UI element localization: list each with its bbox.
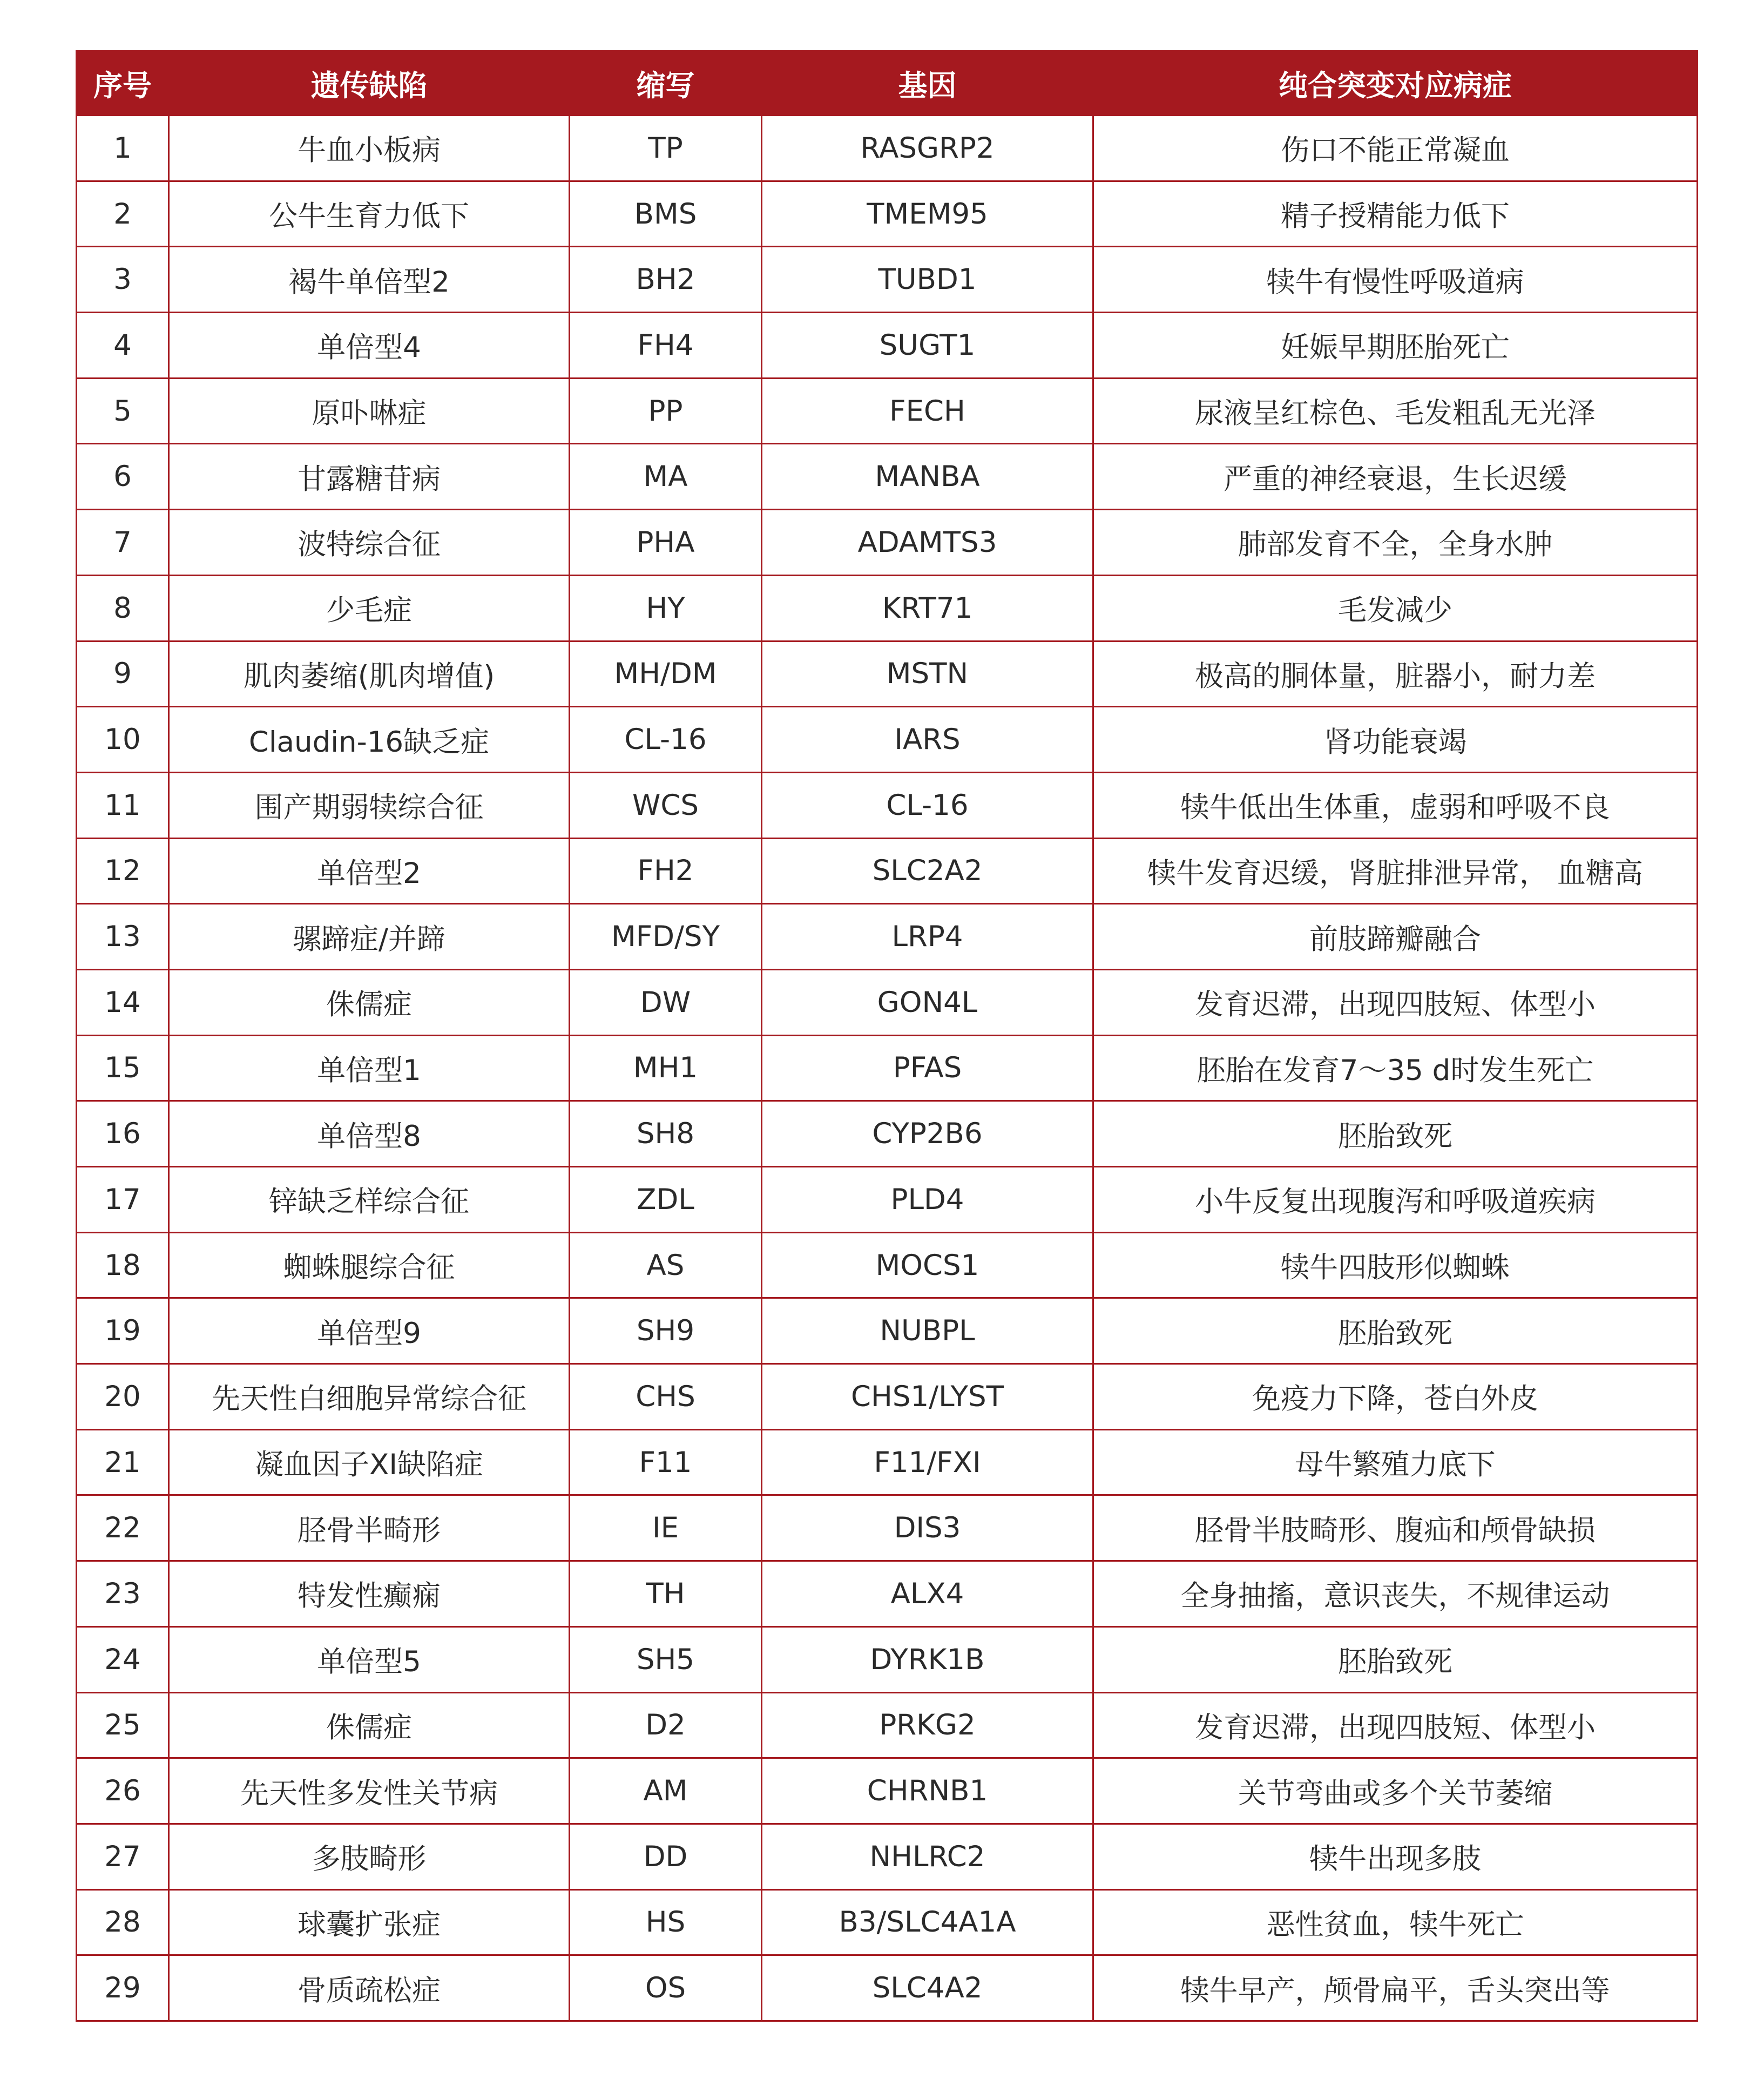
cell-gene: TMEM95: [762, 181, 1093, 247]
cell-abbreviation: CHS: [570, 1364, 762, 1430]
cell-abbreviation: BH2: [570, 247, 762, 313]
cell-defect: 甘露糖苷病: [169, 444, 570, 510]
cell-defect: 褐牛单倍型2: [169, 247, 570, 313]
cell-symptom: 肾功能衰竭: [1093, 707, 1698, 773]
cell-defect: 少毛症: [169, 575, 570, 641]
table-row: [77, 575, 1698, 641]
cell-gene: IARS: [762, 707, 1093, 773]
cell-defect: 单倍型9: [169, 1298, 570, 1364]
cell-gene: SLC2A2: [762, 838, 1093, 904]
cell-abbreviation: OS: [570, 1955, 762, 2021]
table-row: [77, 444, 1698, 510]
cell-defect: 骡蹄症/并蹄: [169, 904, 570, 970]
cell-index: 29: [77, 1955, 169, 2021]
cell-abbreviation: TP: [570, 116, 762, 181]
cell-gene: PFAS: [762, 1035, 1093, 1101]
table-header: [77, 51, 1698, 116]
cell-symptom: 犊牛出现多肢: [1093, 1824, 1698, 1889]
cell-gene: CL-16: [762, 772, 1093, 838]
cell-gene: RASGRP2: [762, 116, 1093, 181]
table-row: [77, 1626, 1698, 1692]
cell-index: 21: [77, 1429, 169, 1495]
header-gene: 基因: [762, 51, 1093, 116]
table-row: [77, 1429, 1698, 1495]
cell-gene: MOCS1: [762, 1232, 1093, 1298]
cell-defect: 骨质疏松症: [169, 1955, 570, 2021]
cell-index: 10: [77, 707, 169, 773]
cell-symptom: 极高的胴体量，脏器小，耐力差: [1093, 641, 1698, 707]
cell-index: 24: [77, 1626, 169, 1692]
cell-index: 15: [77, 1035, 169, 1101]
cell-gene: PRKG2: [762, 1692, 1093, 1758]
table-row: [77, 1101, 1698, 1167]
cell-abbreviation: MA: [570, 444, 762, 510]
table-row: [77, 1364, 1698, 1430]
cell-gene: MSTN: [762, 641, 1093, 707]
cell-index: 23: [77, 1561, 169, 1627]
cell-defect: 凝血因子XI缺陷症: [169, 1429, 570, 1495]
cell-gene: LRP4: [762, 904, 1093, 970]
cell-index: 28: [77, 1889, 169, 1955]
cell-gene: CYP2B6: [762, 1101, 1093, 1167]
cell-gene: SLC4A2: [762, 1955, 1093, 2021]
table-row: [77, 378, 1698, 444]
cell-index: 9: [77, 641, 169, 707]
header-symptom: 纯合突变对应病症: [1093, 51, 1698, 116]
cell-gene: CHRNB1: [762, 1758, 1093, 1824]
cell-defect: 多肢畸形: [169, 1824, 570, 1889]
cell-abbreviation: HS: [570, 1889, 762, 1955]
table-row: [77, 969, 1698, 1035]
cell-abbreviation: D2: [570, 1692, 762, 1758]
cell-symptom: 胚胎致死: [1093, 1298, 1698, 1364]
cell-abbreviation: MFD/SY: [570, 904, 762, 970]
table-row: [77, 1035, 1698, 1101]
table-row: [77, 1955, 1698, 2021]
cell-symptom: 免疫力下降，苍白外皮: [1093, 1364, 1698, 1430]
cell-index: 8: [77, 575, 169, 641]
cell-abbreviation: BMS: [570, 181, 762, 247]
table-row: [77, 116, 1698, 181]
genetic-defects-table: [76, 50, 1698, 2022]
cell-abbreviation: AS: [570, 1232, 762, 1298]
cell-symptom: 伤口不能正常凝血: [1093, 116, 1698, 181]
cell-symptom: 犊牛早产，颅骨扁平，舌头突出等: [1093, 1955, 1698, 2021]
cell-index: 4: [77, 313, 169, 379]
cell-index: 26: [77, 1758, 169, 1824]
cell-abbreviation: PHA: [570, 510, 762, 576]
cell-symptom: 母牛繁殖力底下: [1093, 1429, 1698, 1495]
table-row: [77, 772, 1698, 838]
cell-symptom: 胫骨半肢畸形、腹疝和颅骨缺损: [1093, 1495, 1698, 1561]
cell-symptom: 犊牛四肢形似蜘蛛: [1093, 1232, 1698, 1298]
cell-index: 27: [77, 1824, 169, 1889]
table-row: [77, 1824, 1698, 1889]
table-row: [77, 838, 1698, 904]
cell-symptom: 胚胎致死: [1093, 1626, 1698, 1692]
cell-abbreviation: MH1: [570, 1035, 762, 1101]
cell-abbreviation: PP: [570, 378, 762, 444]
cell-defect: 球囊扩张症: [169, 1889, 570, 1955]
cell-index: 19: [77, 1298, 169, 1364]
table-row: [77, 313, 1698, 379]
cell-abbreviation: MH/DM: [570, 641, 762, 707]
cell-defect: 胫骨半畸形: [169, 1495, 570, 1561]
cell-symptom: 恶性贫血，犊牛死亡: [1093, 1889, 1698, 1955]
table-row: [77, 1561, 1698, 1627]
cell-index: 1: [77, 116, 169, 181]
cell-defect: 锌缺乏样综合征: [169, 1167, 570, 1233]
cell-gene: F11/FXI: [762, 1429, 1093, 1495]
cell-defect: 先天性多发性关节病: [169, 1758, 570, 1824]
cell-symptom: 毛发减少: [1093, 575, 1698, 641]
cell-abbreviation: SH5: [570, 1626, 762, 1692]
cell-defect: Claudin-16缺乏症: [169, 707, 570, 773]
cell-symptom: 尿液呈红棕色、毛发粗乱无光泽: [1093, 378, 1698, 444]
cell-abbreviation: IE: [570, 1495, 762, 1561]
cell-symptom: 小牛反复出现腹泻和呼吸道疾病: [1093, 1167, 1698, 1233]
table-row: [77, 1758, 1698, 1824]
table-row: [77, 1232, 1698, 1298]
cell-defect: 肌肉萎缩(肌肉增值): [169, 641, 570, 707]
cell-defect: 蜘蛛腿综合征: [169, 1232, 570, 1298]
cell-index: 22: [77, 1495, 169, 1561]
cell-defect: 单倍型4: [169, 313, 570, 379]
cell-abbreviation: FH4: [570, 313, 762, 379]
cell-gene: MANBA: [762, 444, 1093, 510]
table-row: [77, 1298, 1698, 1364]
cell-index: 14: [77, 969, 169, 1035]
cell-gene: CHS1/LYST: [762, 1364, 1093, 1430]
cell-abbreviation: DW: [570, 969, 762, 1035]
cell-abbreviation: SH8: [570, 1101, 762, 1167]
cell-symptom: 胚胎致死: [1093, 1101, 1698, 1167]
cell-symptom: 全身抽搐，意识丧失，不规律运动: [1093, 1561, 1698, 1627]
cell-symptom: 发育迟滞，出现四肢短、体型小: [1093, 1692, 1698, 1758]
cell-symptom: 犊牛低出生体重，虚弱和呼吸不良: [1093, 772, 1698, 838]
cell-defect: 单倍型1: [169, 1035, 570, 1101]
cell-defect: 牛血小板病: [169, 116, 570, 181]
cell-abbreviation: F11: [570, 1429, 762, 1495]
cell-defect: 单倍型2: [169, 838, 570, 904]
cell-symptom: 精子授精能力低下: [1093, 181, 1698, 247]
table-row: [77, 510, 1698, 576]
cell-defect: 特发性癫痫: [169, 1561, 570, 1627]
cell-index: 13: [77, 904, 169, 970]
table-row: [77, 181, 1698, 247]
cell-gene: SUGT1: [762, 313, 1093, 379]
cell-defect: 原卟啉症: [169, 378, 570, 444]
cell-gene: NUBPL: [762, 1298, 1093, 1364]
cell-index: 12: [77, 838, 169, 904]
cell-symptom: 犊牛有慢性呼吸道病: [1093, 247, 1698, 313]
cell-index: 18: [77, 1232, 169, 1298]
cell-gene: ADAMTS3: [762, 510, 1093, 576]
cell-symptom: 胚胎在发育7～35 d时发生死亡: [1093, 1035, 1698, 1101]
cell-abbreviation: SH9: [570, 1298, 762, 1364]
cell-index: 2: [77, 181, 169, 247]
cell-symptom: 前肢蹄瓣融合: [1093, 904, 1698, 970]
cell-symptom: 关节弯曲或多个关节萎缩: [1093, 1758, 1698, 1824]
cell-defect: 先天性白细胞异常综合征: [169, 1364, 570, 1430]
cell-defect: 围产期弱犊综合征: [169, 772, 570, 838]
cell-defect: 波特综合征: [169, 510, 570, 576]
cell-defect: 侏儒症: [169, 969, 570, 1035]
cell-abbreviation: CL-16: [570, 707, 762, 773]
cell-defect: 公牛生育力低下: [169, 181, 570, 247]
cell-index: 11: [77, 772, 169, 838]
cell-gene: NHLRC2: [762, 1824, 1093, 1889]
header-row: [77, 51, 1698, 116]
cell-gene: KRT71: [762, 575, 1093, 641]
header-defect: 遗传缺陷: [169, 51, 570, 116]
cell-gene: DIS3: [762, 1495, 1093, 1561]
cell-symptom: 犊牛发育迟缓，肾脏排泄异常， 血糖高: [1093, 838, 1698, 904]
cell-defect: 单倍型8: [169, 1101, 570, 1167]
cell-gene: ALX4: [762, 1561, 1093, 1627]
cell-index: 6: [77, 444, 169, 510]
cell-abbreviation: FH2: [570, 838, 762, 904]
cell-defect: 单倍型5: [169, 1626, 570, 1692]
table-row: [77, 904, 1698, 970]
table-row: [77, 247, 1698, 313]
cell-gene: GON4L: [762, 969, 1093, 1035]
cell-gene: FECH: [762, 378, 1093, 444]
table-row: [77, 1495, 1698, 1561]
table-row: [77, 1167, 1698, 1233]
cell-abbreviation: WCS: [570, 772, 762, 838]
cell-index: 7: [77, 510, 169, 576]
cell-symptom: 肺部发育不全，全身水肿: [1093, 510, 1698, 576]
cell-defect: 侏儒症: [169, 1692, 570, 1758]
table-row: [77, 641, 1698, 707]
cell-symptom: 发育迟滞，出现四肢短、体型小: [1093, 969, 1698, 1035]
cell-abbreviation: TH: [570, 1561, 762, 1627]
cell-symptom: 妊娠早期胚胎死亡: [1093, 313, 1698, 379]
cell-index: 20: [77, 1364, 169, 1430]
cell-abbreviation: ZDL: [570, 1167, 762, 1233]
cell-abbreviation: DD: [570, 1824, 762, 1889]
cell-gene: DYRK1B: [762, 1626, 1093, 1692]
table-row: [77, 707, 1698, 773]
header-index: 序号: [77, 51, 169, 116]
cell-index: 5: [77, 378, 169, 444]
cell-index: 17: [77, 1167, 169, 1233]
cell-gene: PLD4: [762, 1167, 1093, 1233]
cell-index: 16: [77, 1101, 169, 1167]
cell-symptom: 严重的神经衰退，生长迟缓: [1093, 444, 1698, 510]
table-row: [77, 1889, 1698, 1955]
cell-abbreviation: HY: [570, 575, 762, 641]
cell-index: 3: [77, 247, 169, 313]
table-body: [77, 116, 1698, 2021]
cell-gene: B3/SLC4A1A: [762, 1889, 1093, 1955]
cell-abbreviation: AM: [570, 1758, 762, 1824]
header-abbreviation: 缩写: [570, 51, 762, 116]
cell-index: 25: [77, 1692, 169, 1758]
table-row: [77, 1692, 1698, 1758]
cell-gene: TUBD1: [762, 247, 1093, 313]
